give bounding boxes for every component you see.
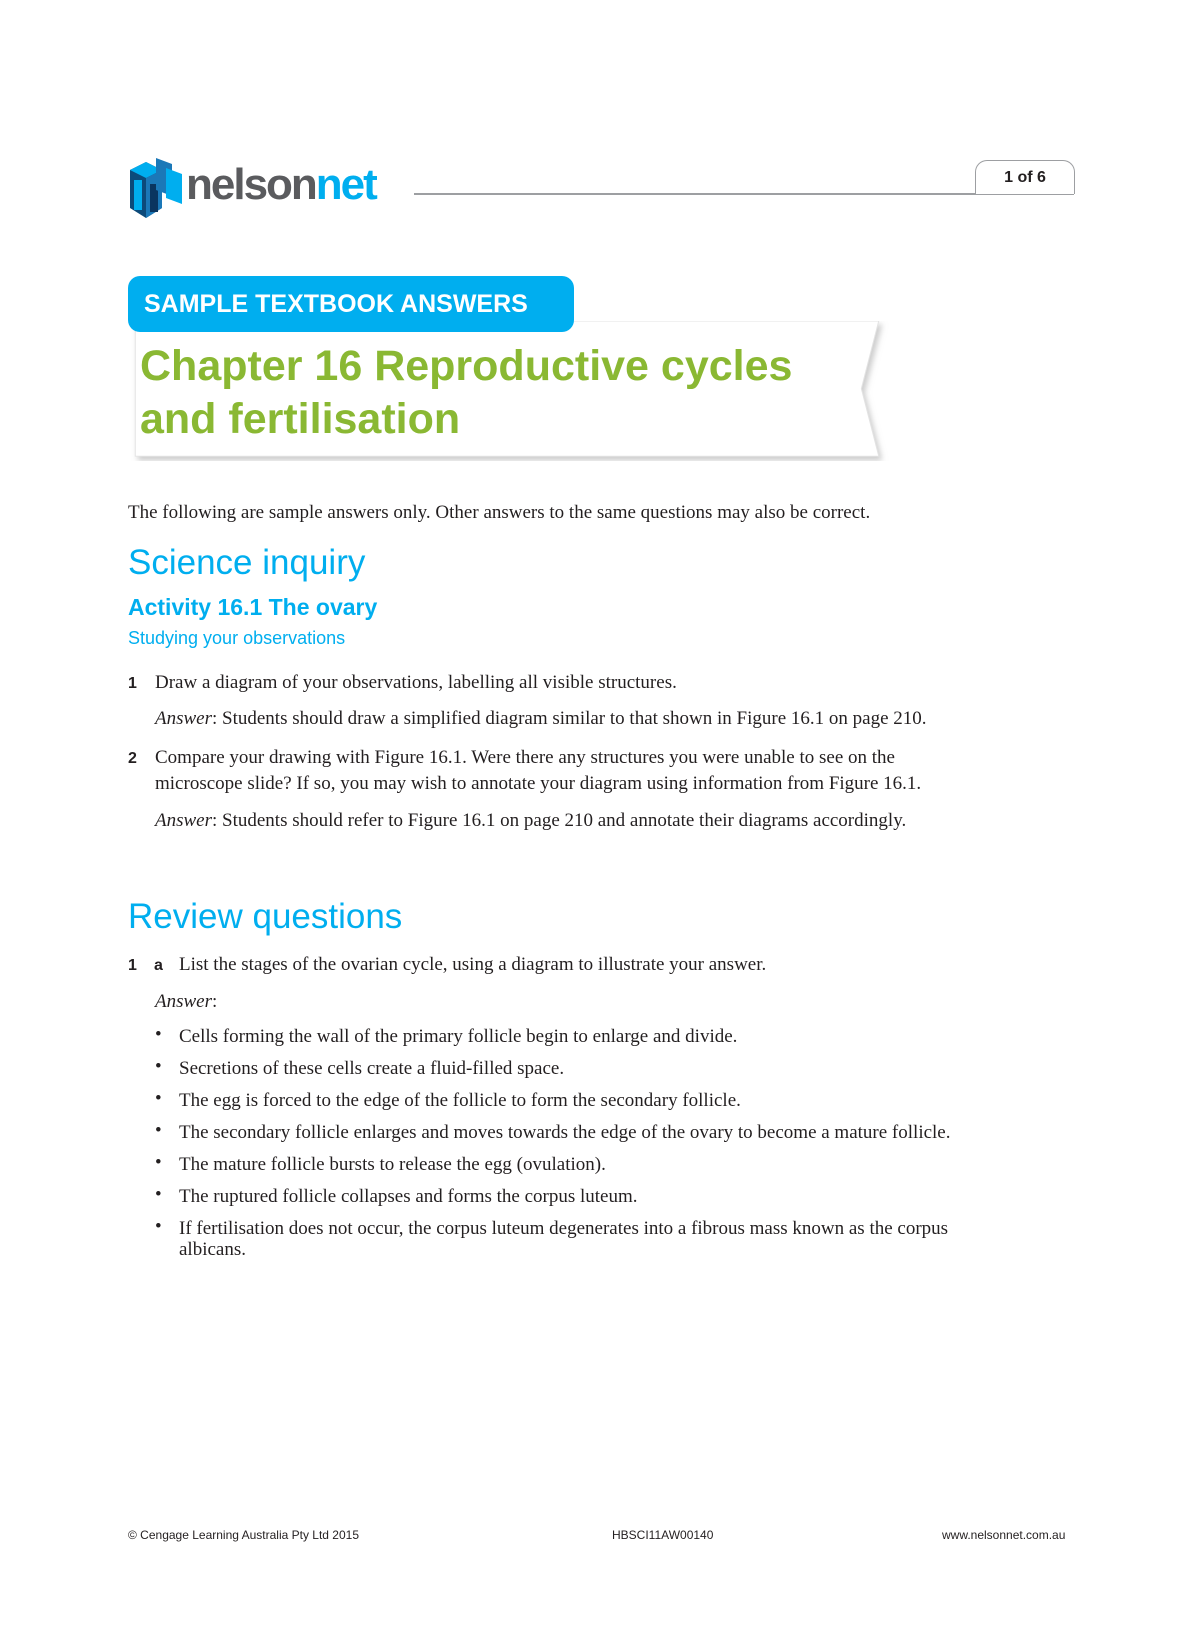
list-item: The egg is forced to the edge of the follicle to form the secondary follicle. (179, 1090, 741, 1111)
list-item: If fertilisation does not occur, the corpus luteum degenerates into a fibrous mass known as the corpus (179, 1218, 949, 1239)
section-heading: Science inquiry (128, 543, 366, 582)
list-item: The mature follicle bursts to release the egg (ovulation). (179, 1154, 606, 1175)
list-item-continuation: albicans. (179, 1239, 247, 1260)
bullet-icon: • (155, 1184, 162, 1205)
title-line: and fertilisation (140, 395, 461, 443)
subheading: Studying your observations (128, 628, 346, 648)
bullet-icon: • (155, 1024, 162, 1045)
intro-text: The following are sample answers only. Other answers to the same questions may also be correct. (128, 502, 871, 523)
bullet-icon: • (155, 1088, 162, 1109)
answer-text: : Students should draw a simplified diagram similar to that shown in Figure 16.1 on page 210. (212, 708, 927, 729)
activity-heading: Activity 16.1 The ovary (128, 594, 378, 620)
title-line: Chapter 16 Reproductive cycles (140, 342, 793, 390)
list-item: The ruptured follicle collapses and forms the corpus luteum. (179, 1186, 638, 1207)
question-part: a (154, 957, 163, 974)
chapter-title (140, 340, 840, 446)
logo-part: nelson (186, 160, 316, 209)
page-indicator: 1 of 6 (975, 160, 1075, 194)
bullet-icon: • (155, 1152, 162, 1173)
footer-copyright: © Cengage Learning Australia Pty Ltd 2015 (128, 1528, 359, 1542)
answer (155, 706, 927, 732)
footer-code: HBSCI11AW00140 (612, 1528, 714, 1542)
logo-part: net (315, 160, 376, 209)
question-text: List the stages of the ovarian cycle, using a diagram to illustrate your answer. (179, 954, 767, 975)
section-heading: Review questions (128, 897, 403, 936)
question-text: Draw a diagram of your observations, labelling all visible structures. (155, 672, 677, 693)
question-text (155, 745, 921, 797)
list-item: Cells forming the wall of the primary follicle begin to enlarge and divide. (179, 1026, 738, 1047)
answer-label: Answer (155, 991, 212, 1012)
question-number: 2 (128, 750, 137, 767)
sample-answers-label: SAMPLE TEXTBOOK ANSWERS (128, 276, 574, 332)
colon: : (212, 991, 218, 1012)
answer-label: Answer (155, 810, 212, 831)
question-number: 1 (128, 957, 137, 974)
nelsonnet-logo-icon (126, 156, 186, 226)
text-line: microscope slide? If so, you may wish to annotate your diagram using information from Figure 16.1. (155, 773, 922, 794)
answer-label: Answer (155, 708, 212, 729)
list-item: Secretions of these cells create a fluid-filled space. (179, 1058, 565, 1079)
answer (155, 808, 906, 834)
answer-text: : Students should refer to Figure 16.1 on page 210 and annotate their diagrams accordingly. (212, 810, 907, 831)
list-item: The secondary follicle enlarges and moves towards the edge of the ovary to become a mature follicle. (179, 1122, 951, 1143)
logo-wordmark (186, 160, 376, 210)
bullet-icon: • (155, 1056, 162, 1077)
text-line: Compare your drawing with Figure 16.1. Were there any structures you were unable to see on the (155, 747, 895, 768)
bullet-icon: • (155, 1120, 162, 1141)
bullet-icon: • (155, 1216, 162, 1237)
footer-url[interactable]: www.nelsonnet.com.au (942, 1528, 1066, 1542)
answer (155, 989, 217, 1015)
question-number: 1 (128, 675, 137, 692)
